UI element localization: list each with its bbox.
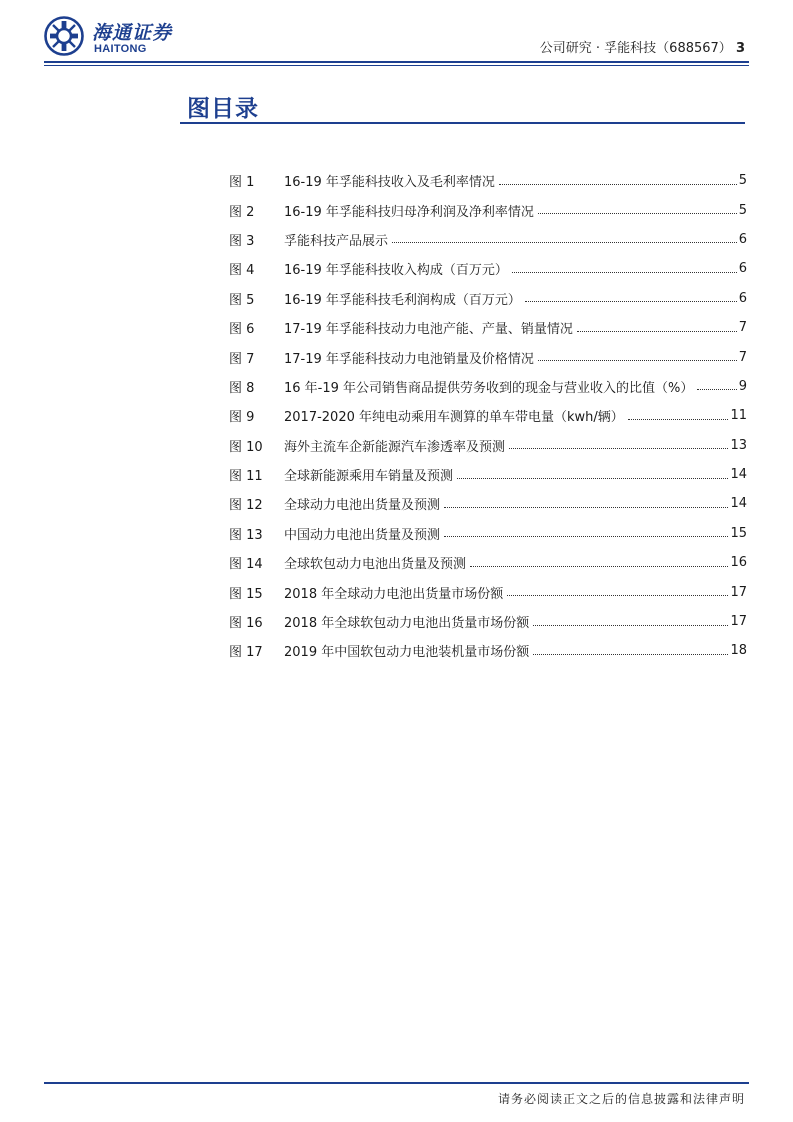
toc-entry[interactable]	[229, 401, 747, 430]
figure-number: 图 5	[229, 292, 255, 308]
figure-list	[229, 166, 747, 666]
leader-dots	[628, 418, 729, 420]
toc-entry[interactable]	[229, 489, 747, 518]
figure-number: 图 12	[229, 498, 263, 514]
figure-page: 14	[730, 467, 747, 483]
figure-page: 7	[738, 349, 747, 365]
figure-page: 6	[738, 290, 747, 306]
figure-number: 图 11	[229, 469, 263, 485]
logo-chinese-name: 海通证券	[92, 22, 173, 44]
figure-page: 6	[738, 231, 747, 247]
figure-page: 17	[730, 614, 747, 630]
figure-number: 图 2	[229, 204, 255, 220]
report-info: 公司研究 · 孚能科技（688567）	[539, 41, 732, 56]
leader-dots	[533, 653, 728, 655]
figure-title: 16-19 年孚能科技收入及毛利率情况	[284, 175, 495, 191]
figure-number: 图 6	[229, 322, 255, 338]
figure-title: 全球软包动力电池出货量及预测	[284, 557, 467, 573]
figure-title: 2018 年全球软包动力电池出货量市场份额	[284, 616, 530, 632]
figure-title: 16-19 年孚能科技归母净利润及净利率情况	[284, 204, 534, 220]
toc-entry[interactable]	[229, 225, 747, 254]
figure-number: 图 17	[229, 645, 263, 661]
figure-number: 图 13	[229, 527, 263, 543]
figure-number: 图 14	[229, 557, 263, 573]
figure-page: 18	[730, 643, 747, 659]
figure-number: 图 16	[229, 616, 263, 632]
company-logo	[44, 16, 194, 62]
figure-title: 孚能科技产品展示	[284, 233, 389, 249]
figure-title: 16 年-19 年公司销售商品提供劳务收到的现金与营业收入的比值（%）	[284, 380, 694, 396]
toc-entry[interactable]	[229, 372, 747, 401]
figure-title: 16-19 年孚能科技毛利润构成（百万元）	[284, 292, 521, 308]
toc-entry[interactable]	[229, 342, 747, 371]
leader-dots	[577, 330, 737, 332]
title-divider	[180, 122, 745, 124]
leader-dots	[499, 183, 737, 185]
figure-title: 17-19 年孚能科技动力电池产能、产量、销量情况	[284, 322, 573, 338]
figure-title: 16-19 年孚能科技收入构成（百万元）	[284, 263, 508, 279]
figure-number: 图 8	[229, 380, 255, 396]
figure-title: 2017-2020 年纯电动乘用车测算的单车带电量（kwh/辆）	[284, 410, 624, 426]
figure-page: 17	[730, 584, 747, 600]
figure-number: 图 3	[229, 233, 255, 249]
haitong-logo-icon	[44, 16, 84, 56]
figure-page: 16	[730, 555, 747, 571]
leader-dots	[444, 506, 728, 508]
toc-entry[interactable]	[229, 166, 747, 195]
figure-title: 海外主流车企新能源汽车渗透率及预测	[284, 439, 506, 455]
figure-number: 图 7	[229, 351, 255, 367]
figure-title: 全球新能源乘用车销量及预测	[284, 469, 454, 485]
toc-entry[interactable]	[229, 636, 747, 665]
figure-title: 2019 年中国软包动力电池装机量市场份额	[284, 645, 530, 661]
figure-page: 14	[730, 496, 747, 512]
toc-entry[interactable]	[229, 313, 747, 342]
toc-entry[interactable]	[229, 607, 747, 636]
toc-entry[interactable]	[229, 254, 747, 283]
logo-english-name: HAITONG	[94, 43, 147, 55]
figure-page: 13	[730, 437, 747, 453]
figure-page: 5	[738, 173, 747, 189]
toc-entry[interactable]	[229, 195, 747, 224]
leader-dots	[470, 565, 728, 567]
figure-number: 图 9	[229, 410, 255, 426]
figure-page: 15	[730, 525, 747, 541]
legal-disclaimer: 请务必阅读正文之后的信息披露和法律声明	[497, 1092, 745, 1106]
figure-title: 中国动力电池出货量及预测	[284, 527, 441, 543]
header-divider	[44, 61, 749, 66]
toc-entry[interactable]	[229, 460, 747, 489]
toc-entry[interactable]	[229, 284, 747, 313]
figure-title: 2018 年全球动力电池出货量市场份额	[284, 586, 504, 602]
figure-page: 9	[738, 378, 747, 394]
leader-dots	[444, 535, 728, 537]
figure-page: 6	[738, 261, 747, 277]
figure-title: 全球动力电池出货量及预测	[284, 498, 441, 514]
leader-dots	[697, 388, 736, 390]
toc-entry[interactable]	[229, 519, 747, 548]
leader-dots	[392, 241, 737, 243]
figure-page: 7	[738, 320, 747, 336]
footer-divider	[44, 1082, 749, 1084]
leader-dots	[533, 624, 728, 626]
figure-page: 5	[738, 202, 747, 218]
toc-entry[interactable]	[229, 577, 747, 606]
figure-number: 图 10	[229, 439, 263, 455]
leader-dots	[538, 212, 737, 214]
page-number: 3	[735, 41, 745, 56]
leader-dots	[512, 271, 737, 273]
figure-title: 17-19 年孚能科技动力电池销量及价格情况	[284, 351, 534, 367]
report-header	[540, 37, 745, 56]
leader-dots	[509, 447, 728, 449]
leader-dots	[538, 359, 737, 361]
figure-number: 图 15	[229, 586, 263, 602]
toc-entry[interactable]	[229, 548, 747, 577]
leader-dots	[525, 300, 737, 302]
toc-entry[interactable]	[229, 431, 747, 460]
figure-page: 11	[730, 408, 747, 424]
toc-title: 图目录	[187, 96, 259, 122]
leader-dots	[507, 594, 728, 596]
leader-dots	[457, 477, 728, 479]
figure-number: 图 1	[229, 175, 255, 191]
figure-number: 图 4	[229, 263, 255, 279]
